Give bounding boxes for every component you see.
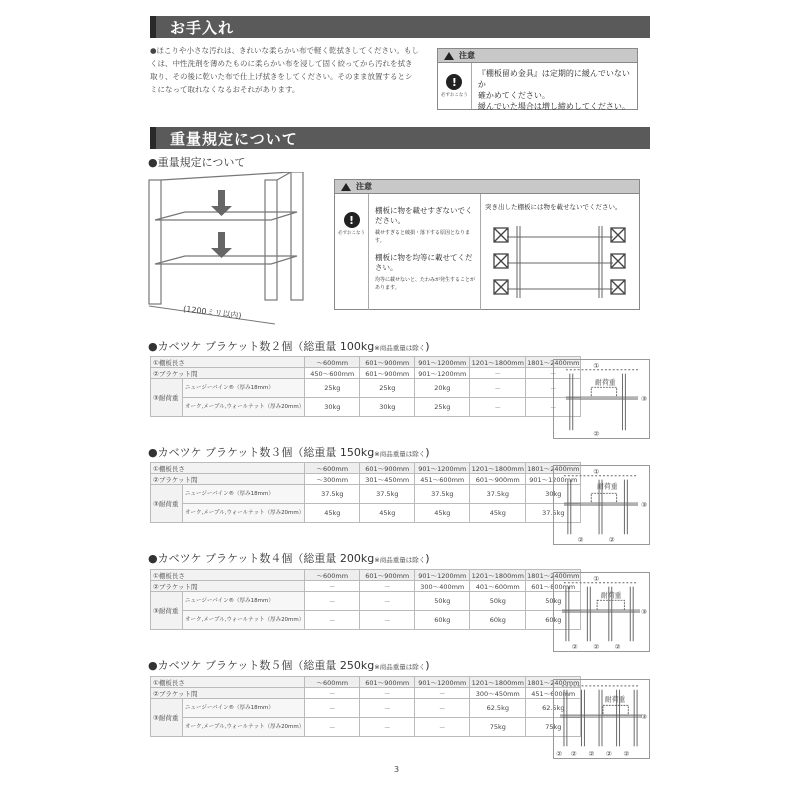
- table-cell: －: [360, 581, 415, 592]
- header-cell: ～600mm: [305, 570, 360, 581]
- header-cell: 1801～2400mm: [527, 358, 580, 367]
- care-caution-box: [437, 48, 638, 110]
- caution-title: 注意: [356, 182, 372, 191]
- table-cell: 60kg: [415, 611, 470, 630]
- table-cell: 45kg: [415, 504, 470, 523]
- table-cell: 601～900mm: [470, 474, 526, 485]
- table-cell: －: [415, 688, 470, 699]
- care-line: ●ほこりや小さな汚れは、きれいな柔らかい布で軽く乾拭きしてください。もし: [150, 46, 420, 55]
- header-cell: 601～900mm: [360, 677, 415, 688]
- table-cell: 37.5kg: [470, 485, 526, 504]
- table-cell: －: [526, 368, 581, 379]
- table-cell: －: [415, 718, 470, 737]
- num-mark: ②: [614, 643, 621, 652]
- load-table-2-brackets: [150, 356, 581, 417]
- weight-caution-box: [334, 179, 640, 310]
- load-label: ③耐荷重: [151, 379, 183, 417]
- table-cell: 901～1200mm: [415, 368, 470, 379]
- table-cell: －: [470, 379, 526, 398]
- num-mark: ②: [593, 643, 600, 652]
- load-label: ③耐荷重: [151, 485, 183, 523]
- shelf-length-label: ①棚板長さ: [151, 463, 305, 474]
- table-cell: －: [360, 688, 415, 699]
- table-cell: 45kg: [305, 504, 360, 523]
- bracket-span-label: ②ブラケット間: [151, 368, 305, 379]
- num-mark: ②: [556, 750, 563, 759]
- num-mark: ③: [640, 713, 648, 721]
- shelf-length-label: ①棚板長さ: [151, 677, 305, 688]
- table-cell: －: [360, 718, 415, 737]
- header-cell: ～600mm: [305, 463, 360, 474]
- table-cell: 30kg: [526, 485, 581, 504]
- table-cell: 50kg: [415, 592, 470, 611]
- material-label: ニュージーパイン®（厚み18mm）: [183, 592, 305, 611]
- caution-line: 確かめてください。: [477, 91, 550, 100]
- care-instructions: [150, 44, 428, 96]
- table-cell: －: [470, 398, 526, 417]
- table-cell: 300～450mm: [470, 688, 526, 699]
- table-cell: 601～900mm: [360, 368, 415, 379]
- diagram-label: 耐荷重: [601, 591, 622, 600]
- table-cell: 45kg: [360, 504, 415, 523]
- table-cell: 401～600mm: [470, 581, 526, 592]
- table-cell: －: [305, 699, 360, 718]
- material-label: ニュージーパイン®（厚み18mm）: [183, 379, 305, 398]
- weight-subhead: ●重量規定について: [148, 156, 246, 169]
- bracket-diagram-4: [553, 572, 650, 652]
- header-accent-bar: [150, 16, 156, 38]
- table-cell: 25kg: [305, 379, 360, 398]
- table-cell: 30kg: [305, 398, 360, 417]
- warning-icon: [341, 183, 351, 191]
- protrude-note: 突き出した棚板には物を載せないでください。: [485, 203, 622, 211]
- shelf-length-label: ①棚板長さ: [151, 570, 305, 581]
- table-cell: －: [305, 688, 360, 699]
- table-cell: 37.5kg: [526, 504, 581, 523]
- load-label: ③耐荷重: [151, 699, 183, 737]
- table-cell: －: [526, 379, 581, 398]
- table-cell: 62.5kg: [470, 699, 526, 718]
- must-do-label: 必ずおこなう: [338, 231, 365, 236]
- material-label: オーク,メープル,ウォールナット（厚み20mm）: [183, 718, 305, 737]
- header-cell: 901～1200mm: [415, 677, 470, 688]
- table-cell: －: [360, 592, 415, 611]
- header-cell: 1801～2400mm: [527, 571, 580, 580]
- table-cell: －: [305, 581, 360, 592]
- header-cell: 901～1200mm: [415, 463, 470, 474]
- material-label: オーク,メープル,ウォールナット（厚み20mm）: [183, 611, 305, 630]
- table-cell: －: [305, 592, 360, 611]
- header-cell: 901～1200mm: [415, 570, 470, 581]
- table-cell: 62.5kg: [526, 699, 581, 718]
- bracket-span-label: ②ブラケット間: [151, 474, 305, 485]
- table-cell: －: [526, 398, 581, 417]
- table-cell: 450～600mm: [305, 368, 360, 379]
- weight-section-header: [150, 127, 650, 149]
- table-title: ●カベツケ ブラケット数５個（総重量 250kg※商品重量は除く): [148, 659, 430, 672]
- diagram-label: 耐荷重: [604, 695, 626, 704]
- bracket-span-label: ②ブラケット間: [151, 581, 305, 592]
- diagram-label: 耐荷重: [597, 482, 618, 491]
- material-label: ニュージーパイン®（厚み18mm）: [183, 485, 305, 504]
- table-cell: 20kg: [415, 379, 470, 398]
- table-cell: －: [305, 611, 360, 630]
- num-mark: ②: [605, 750, 612, 759]
- warning-icon: [444, 52, 454, 60]
- header-cell: ～600mm: [305, 677, 360, 688]
- table-cell: 301～450mm: [360, 474, 415, 485]
- table-cell: 37.5kg: [360, 485, 415, 504]
- bracket-diagram-5: [553, 679, 650, 759]
- table-cell: 60kg: [470, 611, 526, 630]
- header-cell: 1201～1800mm: [471, 678, 524, 687]
- load-table-4-brackets: [150, 569, 581, 630]
- care-line: 取り、その後に乾いた布で仕上げ拭きをしてください。そのまま放置するとシ: [150, 72, 413, 81]
- table-cell: －: [360, 699, 415, 718]
- num-mark: ②: [588, 750, 595, 759]
- table-cell: 37.5kg: [415, 485, 470, 504]
- caution-item-note: 載せすぎると破損・落下する原因となります。: [375, 230, 471, 244]
- num-mark: ③: [640, 394, 648, 403]
- table-cell: －: [305, 718, 360, 737]
- shelf-illustration: [145, 172, 325, 332]
- header-cell: 1801～2400mm: [527, 464, 580, 473]
- num-mark: ①: [593, 361, 600, 370]
- table-title: ●カベツケ ブラケット数３個（総重量 150kg※商品重量は除く): [148, 446, 430, 459]
- header-cell: 601～900mm: [360, 570, 415, 581]
- table-cell: －: [470, 368, 526, 379]
- table-cell: 75kg: [526, 718, 581, 737]
- num-mark: ②: [570, 750, 577, 759]
- table-cell: 601～800mm: [526, 581, 581, 592]
- table-cell: 45kg: [470, 504, 526, 523]
- table-cell: 451～600mm: [526, 688, 581, 699]
- load-table-3-brackets: [150, 462, 581, 523]
- header-accent-bar: [150, 127, 156, 149]
- header-cell: 601～900mm: [360, 357, 415, 368]
- material-label: ニュージーパイン®（厚み18mm）: [183, 699, 305, 718]
- table-cell: －: [360, 611, 415, 630]
- table-cell: 75kg: [470, 718, 526, 737]
- must-do-icon: !: [446, 74, 462, 90]
- header-cell: 1201～1800mm: [471, 571, 524, 580]
- table-title: ●カベツケ ブラケット数４個（総重量 200kg※商品重量は除く): [148, 552, 430, 565]
- protruding-shelf-illustration: [489, 216, 633, 306]
- table-cell: 37.5kg: [305, 485, 360, 504]
- bracket-diagram-3: [553, 465, 650, 545]
- material-label: オーク,メープル,ウォールナット（厚み20mm）: [183, 398, 305, 417]
- material-label: オーク,メープル,ウォールナット（厚み20mm）: [183, 504, 305, 523]
- caution-line: 『棚板留め金具』は定期的に緩んでいないか: [477, 69, 630, 89]
- table-cell: ～300mm: [305, 474, 360, 485]
- table-cell: 25kg: [415, 398, 470, 417]
- num-mark: ②: [593, 430, 600, 439]
- caution-item-note: 均等に載せないと、たわみが発生することがあります。: [375, 277, 476, 291]
- table-cell: 50kg: [526, 592, 581, 611]
- load-table-5-brackets: [150, 676, 581, 737]
- header-cell: 1201～1800mm: [471, 358, 524, 367]
- caution-title: 注意: [459, 51, 475, 60]
- header-cell: 1801～2400mm: [527, 678, 580, 687]
- table-cell: 50kg: [470, 592, 526, 611]
- diagram-label: 耐荷重: [595, 378, 616, 387]
- weight-section-title: 重量規定について: [170, 129, 298, 148]
- header-cell: 901～1200mm: [415, 357, 470, 368]
- must-do-icon: !: [344, 212, 360, 228]
- page-number: 3: [394, 765, 400, 774]
- care-line: ミになって取れなくなるおそれがあります。: [150, 85, 300, 94]
- bracket-diagram-2: [553, 359, 650, 439]
- caution-item-title: 棚板に物を均等に載せてください。: [375, 253, 473, 272]
- header-cell: ～600mm: [305, 357, 360, 368]
- header-cell: 1201～1800mm: [471, 464, 524, 473]
- num-mark: ③: [640, 607, 648, 616]
- table-cell: 451～600mm: [415, 474, 470, 485]
- table-cell: 300～400mm: [415, 581, 470, 592]
- table-title: ●カベツケ ブラケット数２個（総重量 100kg※商品重量は除く): [148, 340, 430, 353]
- table-cell: 25kg: [360, 379, 415, 398]
- must-do-label: 必ずおこなう: [440, 93, 468, 98]
- num-mark: ②: [623, 750, 630, 759]
- caution-item-title: 棚板に物を載せすぎないでください。: [375, 206, 473, 225]
- caution-header: [335, 180, 639, 194]
- table-cell: 60kg: [526, 611, 581, 630]
- num-mark: ③: [640, 500, 648, 509]
- dimension-label: (1200ミリ以内): [182, 304, 242, 321]
- num-mark: ②: [608, 536, 615, 545]
- shelf-length-label: ①棚板長さ: [151, 357, 305, 368]
- table-cell: 901～1200mm: [526, 474, 581, 485]
- caution-header: [438, 49, 637, 63]
- care-section-title: お手入れ: [170, 18, 235, 37]
- header-cell: 601～900mm: [360, 463, 415, 474]
- caution-line: 緩んでいた場合は増し締めしてください。: [477, 102, 630, 111]
- care-line: くは、中性洗剤を薄めたものに柔らかい布を浸して固く絞ってから汚れを拭き: [150, 59, 413, 68]
- num-mark: ②: [571, 643, 578, 652]
- load-label: ③耐荷重: [151, 592, 183, 630]
- table-cell: －: [415, 699, 470, 718]
- num-mark: ①: [593, 467, 600, 476]
- table-cell: 30kg: [360, 398, 415, 417]
- num-mark: ①: [593, 574, 600, 583]
- num-mark: ②: [577, 536, 584, 545]
- bracket-span-label: ②ブラケット間: [151, 688, 305, 699]
- care-section-header: [150, 16, 650, 38]
